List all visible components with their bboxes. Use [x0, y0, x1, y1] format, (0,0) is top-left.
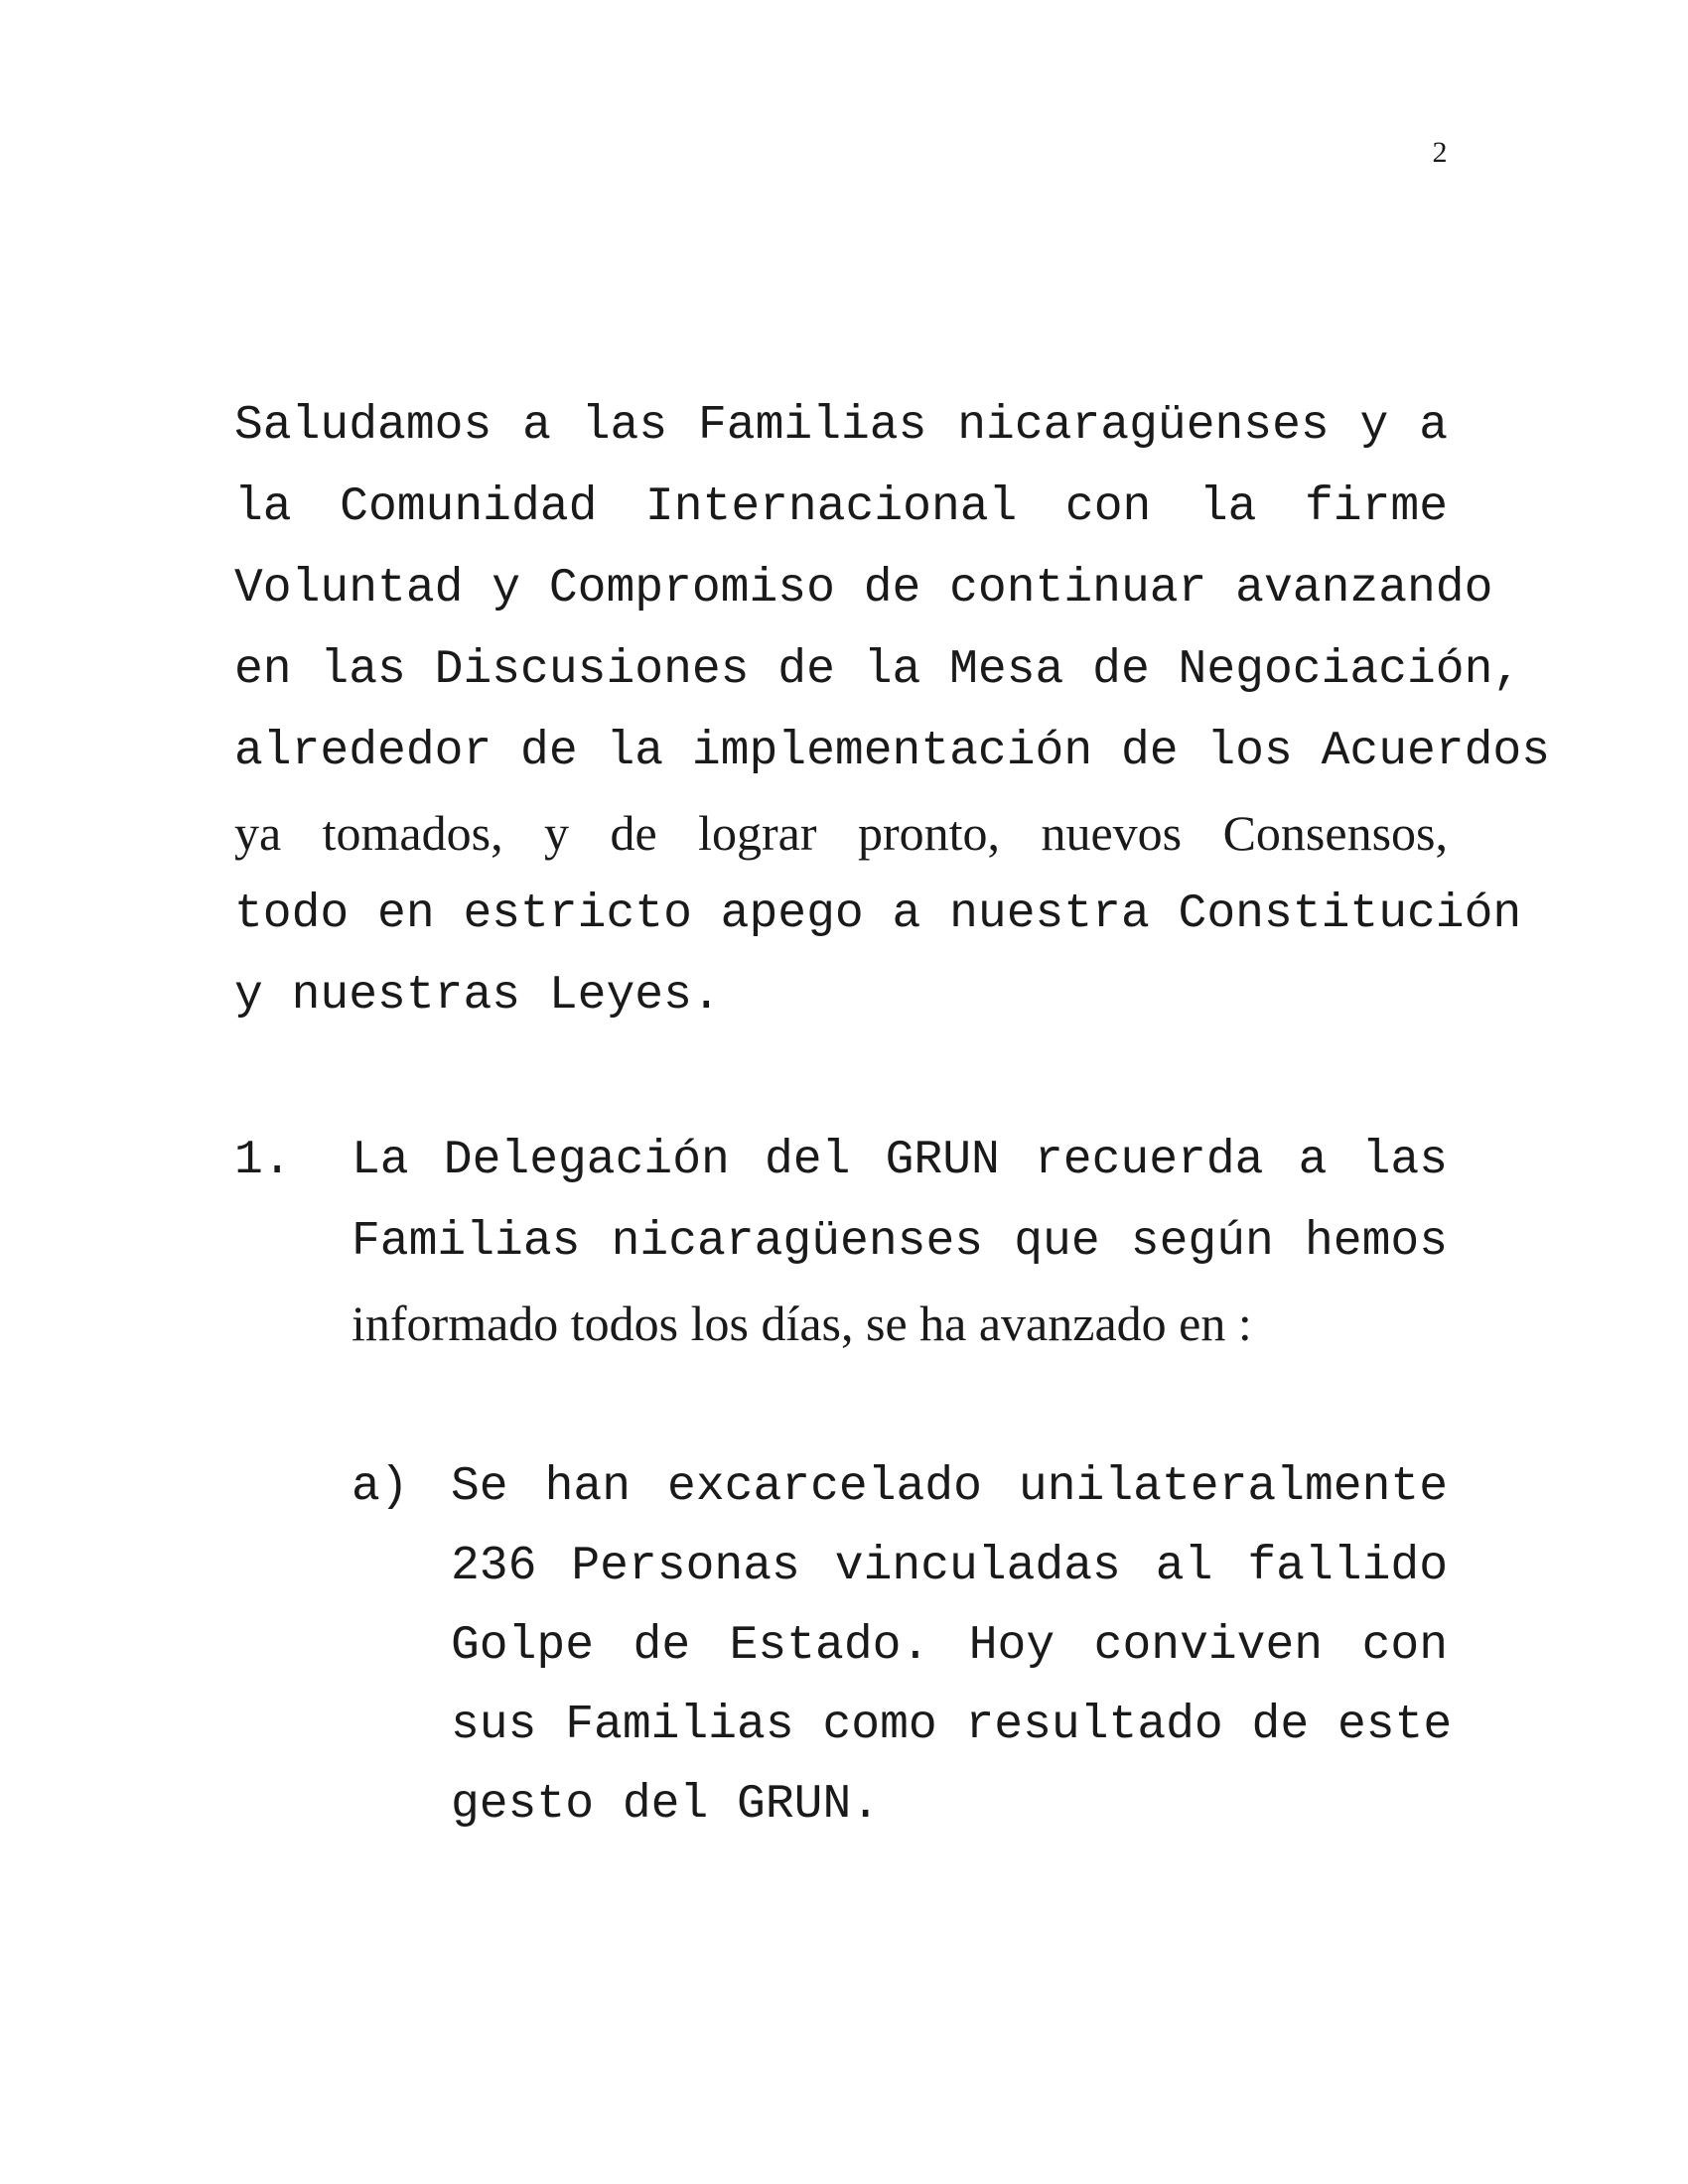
list-item-line: La Delegación del GRUN recuerda a las [352, 1134, 1448, 1187]
intro-line: y nuestras Leyes. [234, 969, 721, 1023]
intro-paragraph [234, 385, 1551, 1036]
sub-item-line: sus Familias como resultado de este [451, 1699, 1453, 1752]
intro-line: Voluntad y Compromiso de continuar avanzando [234, 562, 1493, 615]
intro-line: alrededor de la implementación de los Acuerdos [234, 725, 1551, 778]
intro-line: todo en estricto apego a nuestra Constitución [234, 887, 1522, 941]
intro-line: en las Discusiones de la Mesa de Negociación, [234, 643, 1522, 697]
list-item-line: Familias nicaragüenses que según hemos [352, 1215, 1448, 1269]
sub-item-line: gesto del GRUN. [451, 1778, 881, 1832]
list-item-1 [352, 1120, 1448, 1364]
page-number: 2 [1432, 136, 1448, 169]
intro-line: Saludamos a las Familias nicaragüenses y a [234, 399, 1448, 453]
sub-item-letter: a) [352, 1460, 409, 1514]
sub-item-line: Golpe de Estado. Hoy conviven con [451, 1619, 1448, 1673]
list-item-number: 1. [234, 1134, 292, 1187]
list-item-line: informado todos los días, se ha avanzado en : [352, 1296, 1252, 1351]
sub-item-line: Se han excarcelado unilateralmente [451, 1460, 1448, 1514]
sub-item-line: 236 Personas vinculadas al fallido [451, 1540, 1448, 1593]
intro-line: la Comunidad Internacional con la firme [234, 480, 1448, 534]
intro-line: ya tomados, y de lograr pronto, nuevos Consensos, [234, 805, 1448, 861]
sub-item-a [451, 1447, 1453, 1844]
